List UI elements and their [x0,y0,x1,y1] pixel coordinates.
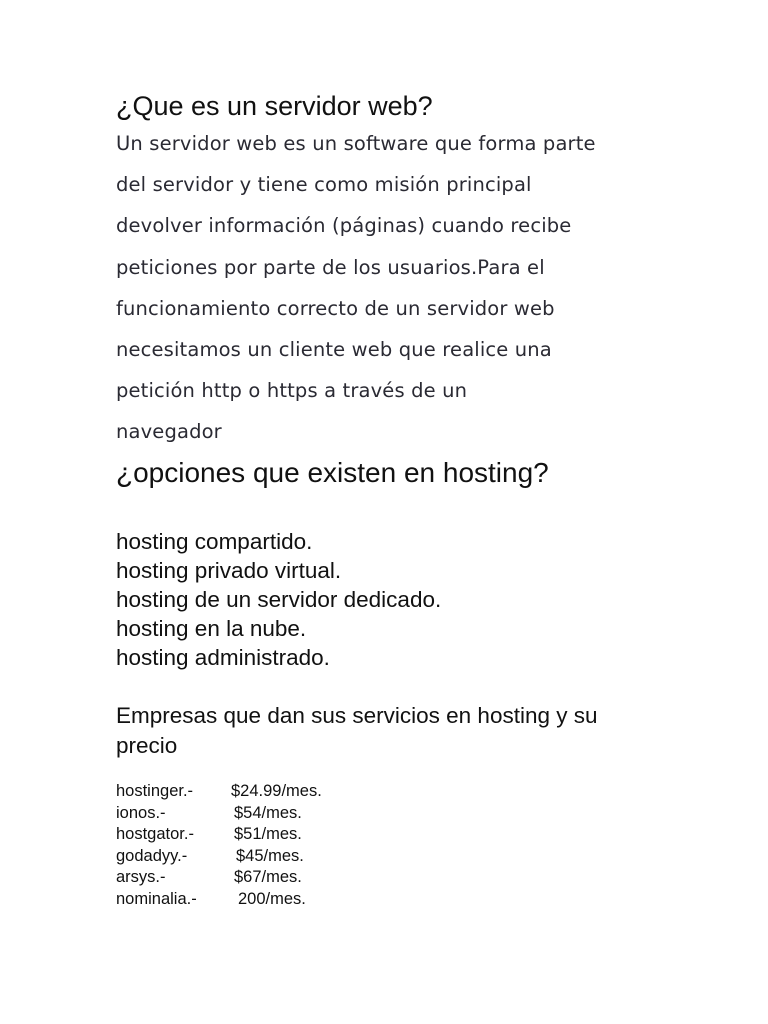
list-item: hosting privado virtual. [116,558,342,583]
list-item: hosting de un servidor dedicado. [116,587,442,612]
list-item: hosting administrado. [116,645,330,670]
heading-empresas-hosting: Empresas que dan sus servicios en hosting y su precio [116,703,598,758]
paragraph-line: Un servidor web es un software que forma parte [116,132,596,155]
company-price: $45/mes. [236,846,304,865]
paragraph-line: del servidor y tiene como misión principal [116,173,532,197]
company-price: 200/mes. [238,889,306,908]
list-item: hosting compartido. [116,529,313,554]
paragraph-line: necesitamos un cliente web que realice una [116,337,552,361]
list-item: hosting en la nube. [116,616,307,641]
servidor-web-paragraph [116,125,676,455]
company-name: ionos.- [116,803,166,822]
company-price: $54/mes. [234,803,302,822]
hosting-options-list [116,527,441,672]
company-name: arsys.- [116,868,166,886]
heading-opciones-hosting: ¿opciones que existen en hosting? [116,457,549,488]
paragraph-line: devolver información (páginas) cuando recibe [116,214,572,238]
paragraph-line: funcionamiento correcto de un servidor web [116,296,555,320]
company-price: $51/mes. [234,825,302,843]
heading-que-es-servidor-web: ¿Que es un servidor web? [116,91,433,121]
company-name: godadyy.- [116,846,188,865]
paragraph-line: petición http o https a través de un [116,379,468,403]
company-name: hostinger.- [116,782,194,800]
company-price: $24.99/mes. [231,782,322,800]
paragraph-line: navegador [116,420,222,444]
paragraph-line: peticiones por parte de los usuarios.Para el [116,255,545,279]
company-name: nominalia.- [116,889,197,908]
company-name: hostgator.- [116,825,194,843]
company-price: $67/mes. [234,868,302,886]
